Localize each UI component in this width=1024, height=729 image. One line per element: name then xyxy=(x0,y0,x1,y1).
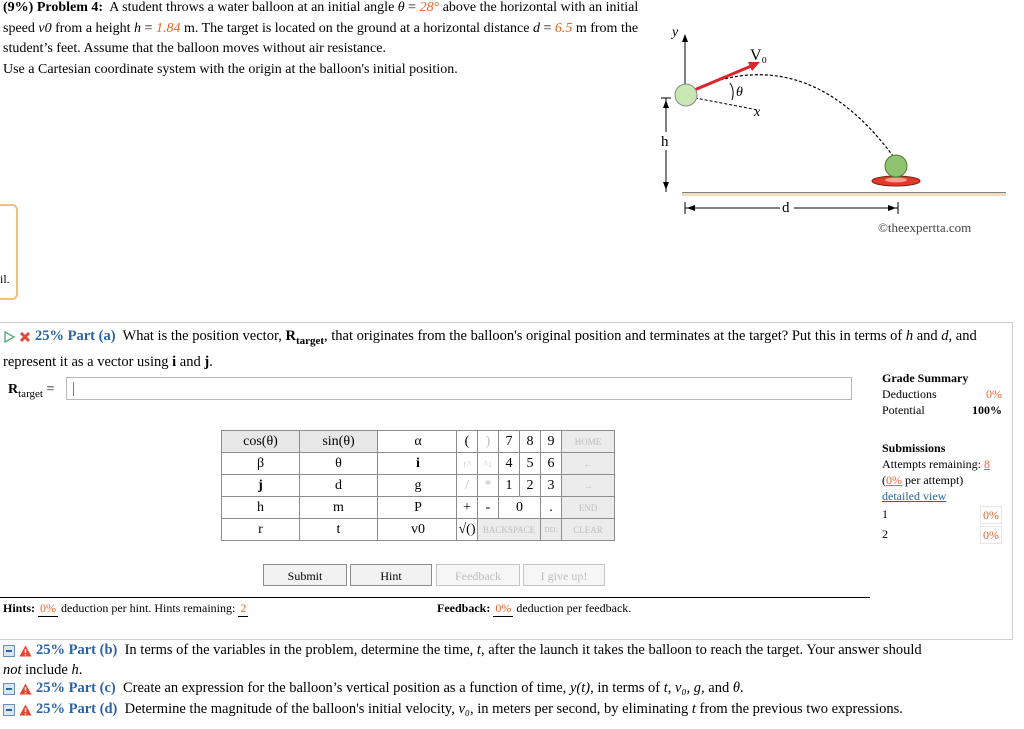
key-end[interactable]: END xyxy=(562,497,615,519)
submission-number: 2 xyxy=(882,527,888,541)
h-value: 1.84 xyxy=(155,20,181,36)
question-text: . xyxy=(209,353,213,370)
question-text: and xyxy=(916,328,938,344)
key-h[interactable]: h xyxy=(222,497,300,519)
expand-icon[interactable] xyxy=(3,704,15,716)
r-vector-symbol: R xyxy=(285,328,296,344)
ground-fill xyxy=(682,193,1006,196)
feedback-info xyxy=(437,601,631,617)
hints-remaining: 2 xyxy=(240,601,247,615)
feedback-button[interactable]: Feedback xyxy=(436,564,520,586)
part-c-label: Part (c) xyxy=(68,680,116,696)
h-variable: h xyxy=(71,662,79,678)
d-value: 6.5 xyxy=(554,20,573,36)
text-caret xyxy=(73,382,74,396)
question-text: include xyxy=(25,662,68,678)
attempts-value: 8 xyxy=(983,457,990,471)
key-close-paren[interactable]: ) xyxy=(478,431,499,453)
r-vector-subscript: target xyxy=(295,334,325,347)
warning-icon xyxy=(19,645,32,657)
warning-icon xyxy=(19,704,32,716)
key-divide[interactable]: / xyxy=(457,475,478,497)
feedback-label: Feedback: xyxy=(437,601,491,615)
j-vector: j xyxy=(204,353,210,370)
submissions-title: Submissions xyxy=(882,441,946,455)
key-sin[interactable]: sin(θ) xyxy=(300,431,378,453)
submission-score: 0% xyxy=(980,506,1002,524)
key-beta[interactable]: β xyxy=(222,453,300,475)
part-c-question[interactable] xyxy=(3,678,1013,698)
feedback-text: deduction per feedback. xyxy=(516,601,632,615)
key-subscript[interactable]: ^↓ xyxy=(478,453,499,475)
deductions-label: Deductions xyxy=(882,387,937,401)
key-v0[interactable]: v0 xyxy=(378,519,459,541)
attempts-label: Attempts remaining: xyxy=(882,457,981,471)
play-icon[interactable] xyxy=(3,331,15,343)
answer-input[interactable] xyxy=(66,377,852,400)
part-d-percent: 25% xyxy=(36,701,65,717)
key-cos[interactable]: cos(θ) xyxy=(222,431,300,453)
hints-label: Hints: xyxy=(3,601,36,615)
potential-label: Potential xyxy=(882,403,925,417)
x-mark-icon xyxy=(19,331,31,343)
deductions-value: 0% xyxy=(986,387,1002,401)
key-9[interactable]: 9 xyxy=(541,431,562,453)
key-left-arrow[interactable]: ← xyxy=(562,453,615,475)
y-of-t-variable: y(t) xyxy=(569,680,591,696)
theta-label: θ xyxy=(736,85,743,100)
submit-button[interactable]: Submit xyxy=(263,564,347,586)
problem-statement xyxy=(3,0,643,80)
y-axis-label: y xyxy=(672,25,679,40)
warning-icon xyxy=(19,683,32,695)
problem-text: Use a Cartesian coordinate system with the origin at the balloon's initial position. xyxy=(3,61,458,77)
equals-sign: = xyxy=(543,20,552,36)
expand-icon[interactable] xyxy=(3,645,15,657)
d-variable: d xyxy=(941,328,949,344)
question-text: , after the launch it takes the balloon to reach the target. Your answer should xyxy=(480,642,922,658)
key-m[interactable]: m xyxy=(300,497,378,519)
angle-arc xyxy=(730,83,733,100)
key-8[interactable]: 8 xyxy=(520,431,541,453)
v0-label: V₀ xyxy=(750,47,768,64)
key-plus[interactable]: + xyxy=(457,497,478,519)
t-variable: t xyxy=(476,642,481,658)
key-0[interactable]: 0 xyxy=(499,497,541,519)
question-text: . xyxy=(739,680,744,696)
key-t[interactable]: t xyxy=(300,519,378,541)
question-text: Determine the magnitude of the balloon's initial velocity, xyxy=(124,701,455,717)
theta-variable: θ xyxy=(732,680,740,696)
per-attempt-pct: 0% xyxy=(886,473,902,487)
problem-text: A student throws a water balloon at an initial angle xyxy=(109,0,395,15)
question-text: , in meters per second, by eliminating xyxy=(469,701,689,717)
key-4[interactable]: 4 xyxy=(499,453,520,475)
part-a-label: Part (a) xyxy=(67,328,116,344)
part-d-label: Part (d) xyxy=(68,701,118,717)
part-c-percent: 25% xyxy=(36,680,65,696)
number-keypad xyxy=(456,430,615,541)
part-d-question[interactable] xyxy=(3,699,1013,719)
x-axis-label: x xyxy=(754,105,761,120)
question-text: What is the position vector, xyxy=(122,328,282,344)
key-r[interactable]: r xyxy=(222,519,300,541)
answer-r-symbol: R xyxy=(8,382,19,397)
give-up-button[interactable]: I give up! xyxy=(523,564,605,586)
h-label: h xyxy=(661,134,669,150)
projectile-figure xyxy=(640,18,1010,240)
key-g[interactable]: g xyxy=(378,475,459,497)
question-text: . xyxy=(78,662,83,678)
submission-score: 0% xyxy=(980,526,1002,544)
problem-text: m. The target is located on the ground at a horizontal distance xyxy=(183,20,530,36)
key-2[interactable]: 2 xyxy=(520,475,541,497)
problem-header: (9%) Problem 4: xyxy=(3,0,104,15)
d-label: d xyxy=(782,200,790,216)
equals-sign: = xyxy=(408,0,417,15)
answer-equals: = xyxy=(46,382,55,397)
question-text: , and represent it as a vector using xyxy=(3,328,977,370)
submission-number: 1 xyxy=(882,507,888,521)
key-open-paren[interactable]: ( xyxy=(457,431,478,453)
v0-variable: v₀ xyxy=(458,701,470,717)
key-clear[interactable]: CLEAR xyxy=(562,519,615,541)
hints-info xyxy=(3,601,248,617)
theta-value: 28° xyxy=(419,0,440,15)
part-a-percent: 25% xyxy=(35,328,64,344)
theta-symbol: θ xyxy=(397,0,405,15)
hints-text: deduction per hint. Hints remaining: xyxy=(61,601,236,615)
key-p[interactable]: P xyxy=(378,497,459,519)
variables-list: t, v₀, g, xyxy=(663,680,705,696)
feedback-deduction: 0% xyxy=(495,601,512,615)
y-axis-arrow-icon xyxy=(682,34,688,42)
key-theta[interactable]: θ xyxy=(300,453,378,475)
key-multiply[interactable]: * xyxy=(478,475,499,497)
question-text: from the previous two expressions. xyxy=(699,701,903,717)
key-7[interactable]: 7 xyxy=(499,431,520,453)
problem-text: above the horizontal with an initial speed xyxy=(3,0,639,36)
question-text: , that originates from the balloon's original position and terminates at the target? Put this in terms of xyxy=(324,328,903,344)
key-d[interactable]: d xyxy=(300,475,378,497)
question-text: Create an expression for the balloon’s vertical position as a function of time, xyxy=(122,680,567,696)
expand-icon[interactable] xyxy=(3,683,15,695)
answer-subscript: target xyxy=(18,387,43,400)
balloon-start-icon xyxy=(675,84,697,106)
question-text: In terms of the variables in the problem, determine the time, xyxy=(124,642,474,658)
part-b-label: Part (b) xyxy=(68,642,118,658)
h-variable: h xyxy=(905,328,914,344)
edge-text: il. xyxy=(0,272,10,286)
answer-label xyxy=(8,382,54,400)
key-5[interactable]: 5 xyxy=(520,453,541,475)
part-a-question xyxy=(3,326,1008,373)
equals-sign: = xyxy=(144,20,153,36)
hints-deduction: 0% xyxy=(40,601,57,615)
key-del[interactable]: DEL xyxy=(541,519,562,541)
key-i[interactable]: i xyxy=(378,453,459,475)
grade-summary: Grade Summary Deductions 0% Potential 100% Submissions Attempts remaining: 8 (0% per attempt) detailed view 1 0% 2 0% xyxy=(882,371,1002,542)
key-superscript[interactable]: ↑^ xyxy=(457,453,478,475)
balloon-end-icon xyxy=(885,155,907,177)
v0-symbol: v0 xyxy=(38,20,52,36)
grade-title: Grade Summary xyxy=(882,371,969,385)
velocity-arrow xyxy=(692,64,756,91)
key-minus[interactable]: - xyxy=(478,497,499,519)
part-b-question[interactable] xyxy=(3,640,1013,680)
question-text: and xyxy=(708,680,730,696)
question-text: and xyxy=(179,353,201,370)
trajectory-path xyxy=(692,75,898,163)
i-vector: i xyxy=(172,353,177,370)
divider xyxy=(0,597,870,598)
hint-button[interactable]: Hint xyxy=(350,564,432,586)
per-attempt-text: per attempt) xyxy=(905,473,964,487)
potential-value: 100% xyxy=(972,403,1002,417)
part-b-percent: 25% xyxy=(36,642,65,658)
key-backspace[interactable]: BACKSPACE xyxy=(478,519,541,541)
problem-text: from a height xyxy=(55,20,131,36)
key-j[interactable]: j xyxy=(222,475,300,497)
figure-credit: ©theexpertta.com xyxy=(878,220,972,235)
key-6[interactable]: 6 xyxy=(541,453,562,475)
key-sqrt[interactable]: √() xyxy=(457,519,478,541)
d-symbol: d xyxy=(532,20,540,36)
t-variable: t xyxy=(691,701,696,717)
key-3[interactable]: 3 xyxy=(541,475,562,497)
not-emphasis: not xyxy=(3,662,22,678)
key-decimal[interactable]: . xyxy=(541,497,562,519)
detailed-view-link[interactable]: detailed view xyxy=(882,489,947,503)
variable-keypad xyxy=(221,430,459,541)
problem-text: m from the student’s feet. Assume that the balloon moves without air resistance. xyxy=(3,20,639,56)
key-1[interactable]: 1 xyxy=(499,475,520,497)
key-alpha[interactable]: α xyxy=(378,431,459,453)
question-text: , in terms of xyxy=(590,680,661,696)
h-symbol: h xyxy=(134,20,142,36)
key-home[interactable]: HOME xyxy=(562,431,615,453)
key-right-arrow[interactable]: → xyxy=(562,475,615,497)
